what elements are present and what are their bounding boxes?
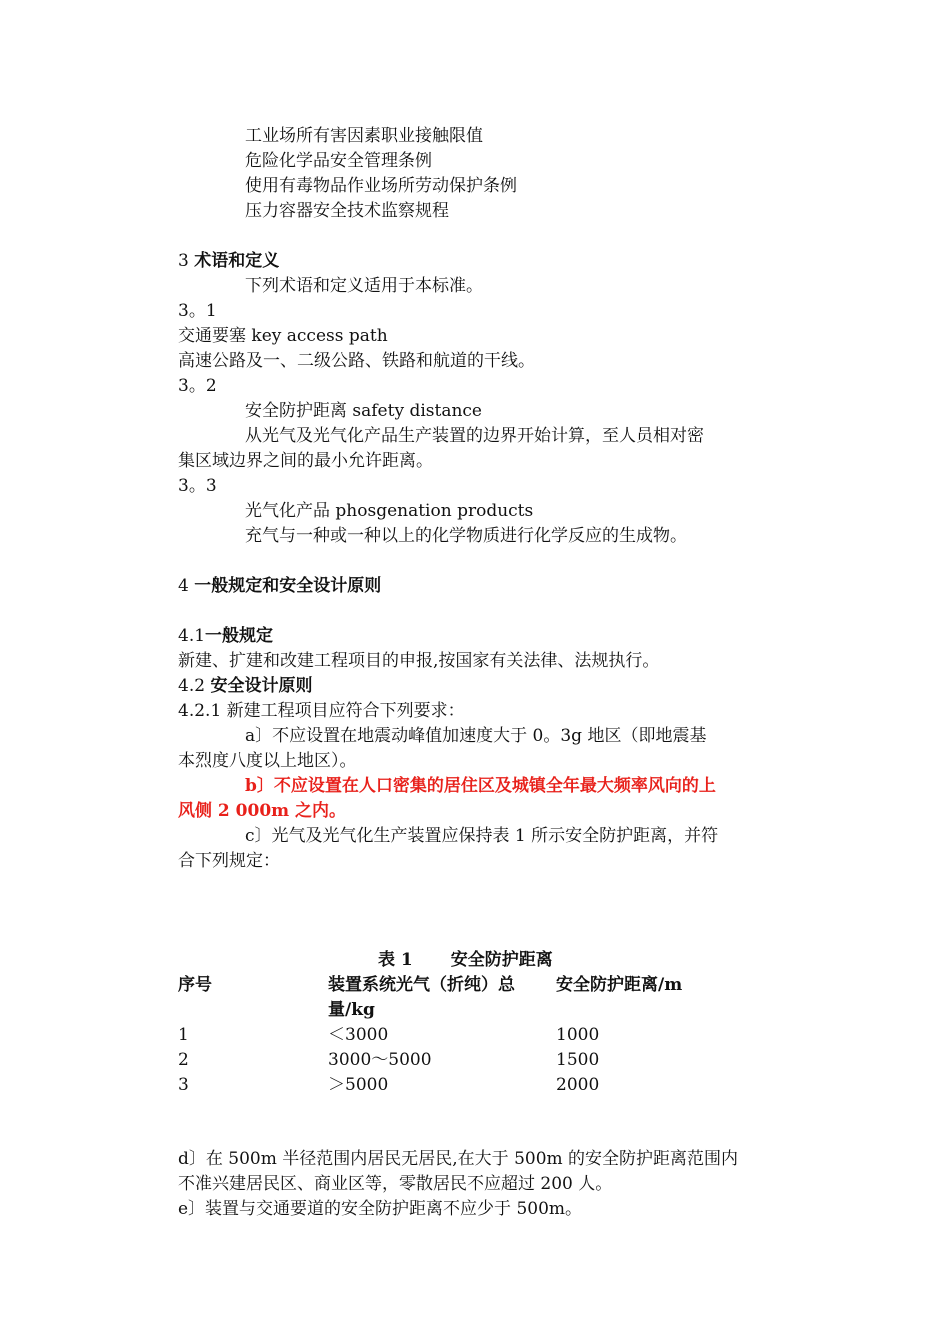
paragraph: 新建、扩建和改建工程项目的申报,按国家有关法律、法规执行。 (178, 651, 660, 671)
table-cell: 1500 (556, 1050, 600, 1070)
table-cell: ＜3000 (328, 1025, 389, 1045)
clause-b-highlighted: 风侧 2 000m 之内。 (178, 801, 347, 821)
reference-item: 工业场所有害因素职业接触限值 (245, 126, 483, 146)
table-header-cell: 装置系统光气（折纯）总 (328, 975, 515, 995)
section-3-intro: 下列术语和定义适用于本标准。 (245, 276, 483, 296)
section-title: 一般规定和安全设计原则 (194, 576, 382, 596)
clause-c: 合下列规定： (178, 851, 280, 871)
clause-e: e〕装置与交通要道的安全防护距离不应少于 500m。 (178, 1199, 583, 1219)
table-cell: 2 (178, 1050, 189, 1070)
clause-b-highlighted: b〕不应设置在人口密集的居住区及城镇全年最大频率风向的上 (245, 776, 716, 796)
term-number: 3。3 (178, 476, 217, 496)
term-name: 交通要塞 key access path (178, 326, 388, 346)
term-definition: 高速公路及一、二级公路、铁路和航道的干线。 (178, 351, 535, 371)
table-cell: 1000 (556, 1025, 600, 1045)
subsection-number: 4.2 (178, 676, 206, 696)
section-number: 3 (178, 251, 189, 271)
table-header-cell: 安全防护距离/m (556, 975, 683, 995)
table-cell: 1 (178, 1025, 189, 1045)
clause-a: a〕不应设置在地震动峰值加速度大于 0。3g 地区（即地震基 (245, 726, 707, 746)
clause-a: 本烈度八度以上地区）。 (178, 751, 357, 771)
reference-item: 使用有毒物品作业场所劳动保护条例 (245, 176, 517, 196)
section-4-heading (178, 574, 381, 599)
clause-d: d〕在 500m 半径范围内居民无居民,在大于 500m 的安全防护距离范围内 (178, 1149, 739, 1169)
table-header-cell: 量/kg (328, 1000, 375, 1020)
clause-d: 不准兴建居民区、商业区等，零散居民不应超过 200 人。 (178, 1174, 613, 1194)
subsection-title: 一般规定 (205, 626, 274, 646)
table-cell: 3000～5000 (328, 1050, 432, 1070)
term-definition: 充气与一种或一种以上的化学物质进行化学反应的生成物。 (245, 526, 687, 546)
subsection-number: 4.1 (178, 626, 206, 646)
section-title: 术语和定义 (194, 251, 280, 271)
section-number: 4 (178, 576, 189, 596)
term-name: 安全防护距离 safety distance (245, 401, 482, 421)
clause-4-2-1: 4.2.1 新建工程项目应符合下列要求： (178, 701, 465, 721)
table-header-cell: 序号 (178, 975, 212, 995)
table-cell: 2000 (556, 1075, 600, 1095)
clause-c: c〕光气及光气化生产装置应保持表 1 所示安全防护距离，并符 (245, 826, 719, 846)
term-name: 光气化产品 phosgenation products (245, 501, 534, 521)
term-definition: 从光气及光气化产品生产装置的边界开始计算，至人员相对密 (245, 426, 704, 446)
reference-item: 危险化学品安全管理条例 (245, 151, 432, 171)
reference-item: 压力容器安全技术监察规程 (245, 201, 449, 221)
table-cell: ＞5000 (328, 1075, 389, 1095)
term-number: 3。2 (178, 376, 217, 396)
table-caption (378, 948, 553, 973)
table-caption-number: 表 1 (378, 950, 413, 970)
table-caption-title: 安全防护距离 (450, 950, 553, 970)
term-definition: 集区域边界之间的最小允许距离。 (178, 451, 433, 471)
section-3-heading (178, 249, 279, 274)
subsection-4-1-heading (178, 624, 273, 649)
subsection-title: 安全设计原则 (210, 676, 313, 696)
subsection-4-2-heading (178, 674, 312, 699)
table-cell: 3 (178, 1075, 189, 1095)
term-number: 3。1 (178, 301, 217, 321)
